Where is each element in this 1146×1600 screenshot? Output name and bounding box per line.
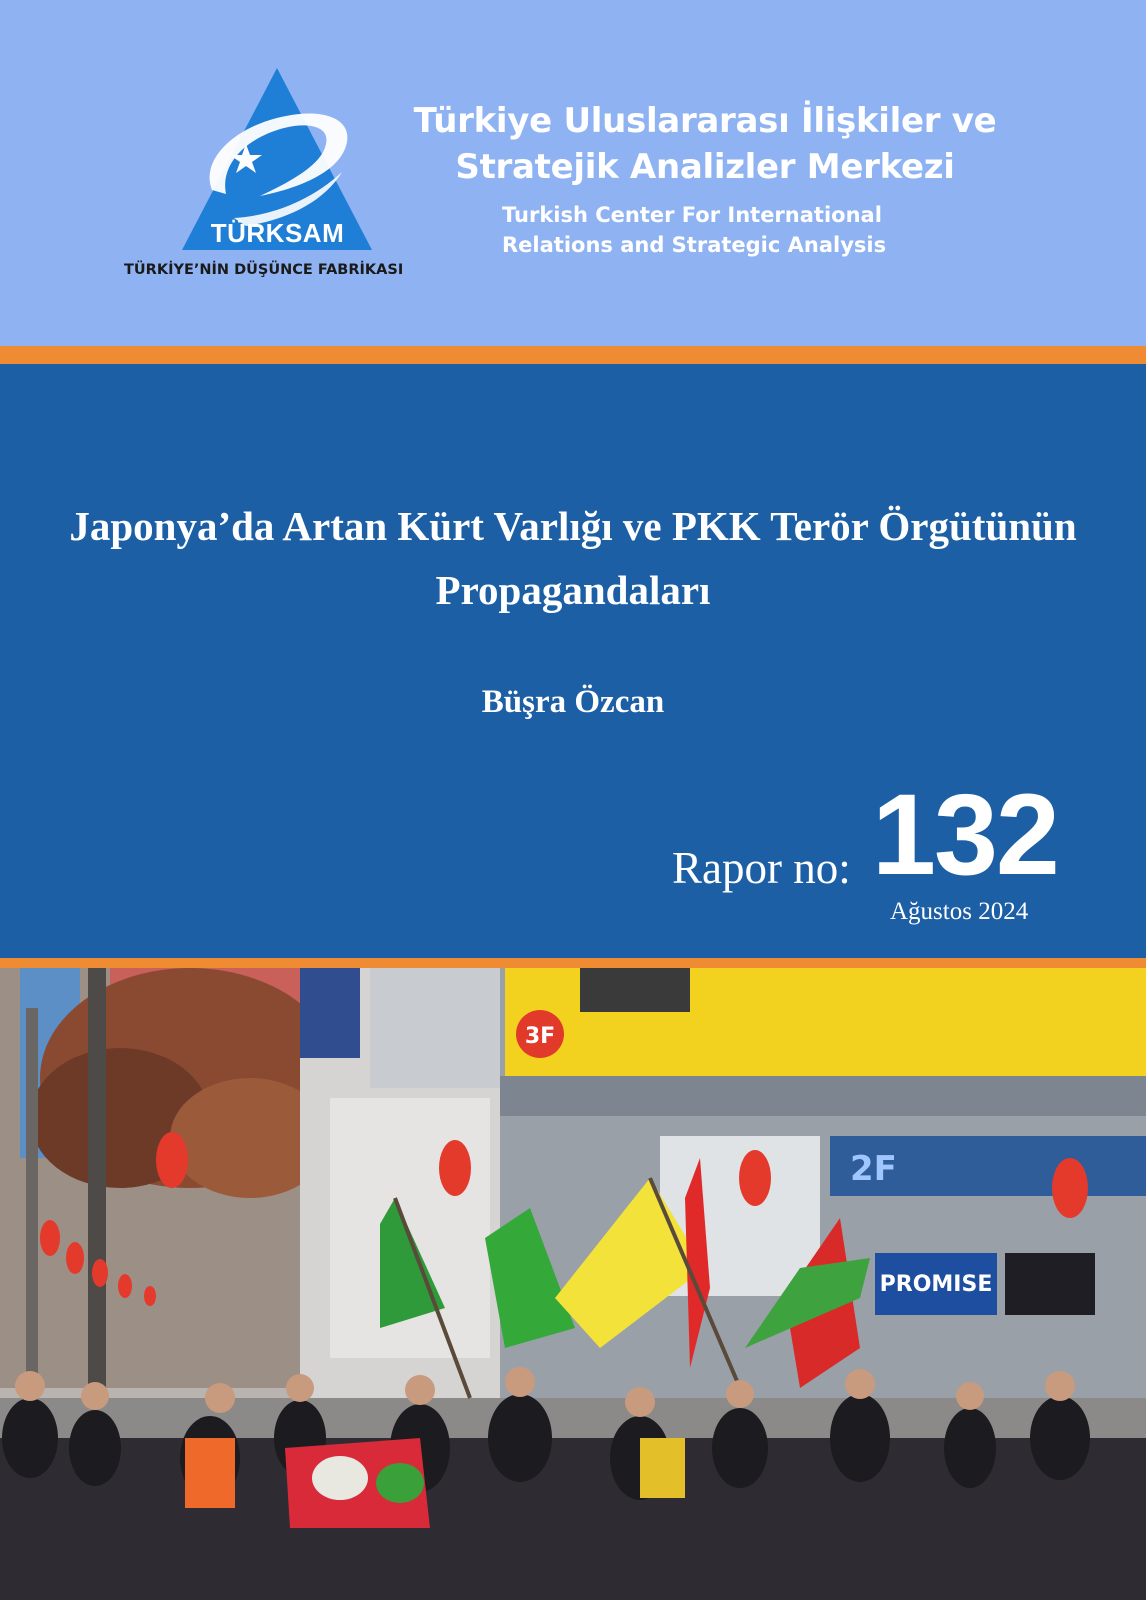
- report-author: Büşra Özcan: [481, 684, 665, 720]
- report-title-line-2: Propagandaları: [435, 567, 711, 613]
- organization-name: [380, 98, 1030, 260]
- street-demonstration-illustration: [0, 968, 1146, 1600]
- logo-brand-text: TÜRKSAM: [210, 218, 345, 248]
- promise-sign-text: PROMISE: [879, 1272, 993, 1297]
- logo-tagline: TÜRKİYE’NİN DÜŞÜNCE FABRİKASI: [124, 262, 404, 278]
- org-title-turkish-line-1: Türkiye Uluslararası İlişkiler ve: [413, 101, 997, 141]
- orange-divider-top: [0, 346, 1146, 364]
- orange-divider-bottom: [0, 958, 1146, 968]
- header-banner: [0, 0, 1146, 346]
- report-number-label: Rapor no:: [672, 843, 851, 893]
- report-date: Ağustos 2024: [890, 898, 1029, 925]
- org-title-english-line-1: Turkish Center For International: [502, 203, 882, 227]
- floor-3f-sign-text: 3F: [524, 1024, 556, 1049]
- org-title-turkish-line-2: Stratejik Analizler Merkezi: [455, 147, 955, 187]
- cover-photo-street-demonstration: [0, 968, 1146, 1600]
- report-title-line-1: Japonya’da Artan Kürt Varlığı ve PKK Terör Örgütünün: [69, 503, 1077, 549]
- floor-2f-sign-text: 2F: [850, 1149, 897, 1189]
- report-title-panel: [0, 364, 1146, 958]
- report-title: [20, 494, 1126, 622]
- org-title-english-line-2: Relations and Strategic Analysis: [502, 233, 887, 257]
- report-number: 132: [872, 771, 1058, 899]
